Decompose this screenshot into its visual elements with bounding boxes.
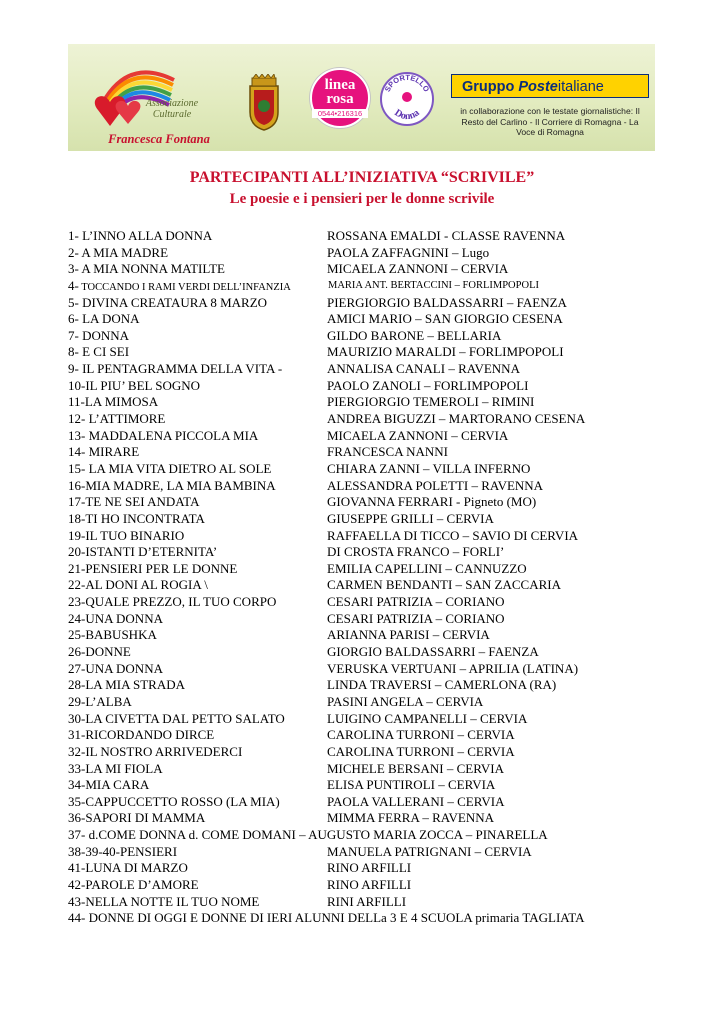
list-item (68, 577, 668, 594)
entry-title: 33-LA MI FIOLA (68, 760, 163, 776)
entry-title: 9- IL PENTAGRAMMA DELLA VITA - (68, 361, 283, 377)
linea-rosa-logo: linea rosa 0544•216316 (310, 68, 370, 128)
entry-author: CAROLINA TURRONI – CERVIA (327, 727, 515, 743)
entry-author: MARIA ANT. BERTACCINI – FORLIMPOPOLI (328, 279, 539, 291)
entry-author: EMILIA CAPELLINI – CANNUZZO (327, 560, 527, 576)
entry-title: 16-MIA MADRE, LA MIA BAMBINA (68, 477, 276, 493)
page-title: PARTECIPANTI ALL’INIZIATIVA “SCRIVILE” (189, 169, 535, 186)
entry-author: CHIARA ZANNI – VILLA INFERNO (327, 460, 531, 476)
entry-author: PASINI ANGELA – CERVIA (327, 693, 484, 709)
entry-title: 22-AL DONI AL ROGIA \ (68, 577, 208, 593)
entry-author: ELISA PUNTIROLI – CERVIA (327, 777, 496, 793)
list-item (68, 528, 668, 545)
list-item (68, 494, 668, 511)
participants-list (68, 228, 668, 927)
list-item (68, 910, 668, 927)
entry-title: 37- d.COME DONNA d. COME DOMANI – AUGUSTO MARIA ZOCCA – PINARELLA (68, 827, 548, 843)
entry-title: 44- DONNE DI OGGI E DONNE DI IERI ALUNNI DELLa 3 E 4 SCUOLA primaria TAGLIATA (68, 910, 585, 926)
list-item (68, 777, 668, 794)
entry-author: MICHELE BERSANI – CERVIA (327, 760, 504, 776)
entry-author: GIOVANNA FERRARI - Pigneto (MO) (327, 494, 537, 510)
entry-author: GIUSEPPE GRILLI – CERVIA (327, 510, 494, 526)
entry-author: ANNALISA CANALI – RAVENNA (327, 361, 520, 377)
list-item (68, 245, 668, 262)
entry-author: LUIGINO CAMPANELLI – CERVIA (327, 710, 528, 726)
entry-author: ALESSANDRA POLETTI – RAVENNA (327, 477, 544, 493)
entry-author: AMICI MARIO – SAN GIORGIO CESENA (327, 311, 563, 327)
list-item (68, 677, 668, 694)
entry-title: 26-DONNE (68, 644, 131, 660)
entry-title: 30-LA CIVETTA DAL PETTO SALATO (68, 710, 285, 726)
entry-title: 13- MADDALENA PICCOLA MIA (68, 427, 259, 443)
entry-title: 34-MIA CARA (68, 777, 150, 793)
entry-author: PIERGIORGIO TEMEROLI – RIMINI (327, 394, 535, 410)
entry-title: 3- A MIA NONNA MATILTE (68, 261, 225, 277)
list-item (68, 611, 668, 628)
collaboration-note: in collaborazione con le testate giornalistiche: Il Resto del Carlino - Il Corriere di Romagna - La Voce di Romagna (460, 106, 640, 137)
entry-title: 15- LA MIA VITA DIETRO AL SOLE (68, 460, 272, 476)
list-item (68, 561, 668, 578)
header-banner (68, 44, 655, 151)
list-item (68, 711, 668, 728)
entry-author: RINO ARFILLI (327, 876, 412, 892)
list-item (68, 261, 668, 278)
entry-title: 21-PENSIERI PER LE DONNE (68, 560, 238, 576)
list-item (68, 428, 668, 445)
list-item (68, 361, 668, 378)
entry-title: 6- LA DONA (68, 311, 140, 327)
entry-title: 38-39-40-PENSIERI (68, 843, 178, 859)
list-item (68, 894, 668, 911)
entry-author: CARMEN BENDANTI – SAN ZACCARIA (327, 577, 562, 593)
entry-title: 43-NELLA NOTTE IL TUO NOME (68, 893, 260, 909)
entry-author: MICAELA ZANNONI – CERVIA (327, 427, 509, 443)
entry-author: PAOLA VALLERANI – CERVIA (327, 793, 505, 809)
entry-title: 10-IL PIU’ BEL SOGNO (68, 377, 201, 393)
entry-author: GIORGIO BALDASSARRI – FAENZA (327, 644, 539, 660)
entry-author: ARIANNA PARISI – CERVIA (327, 627, 490, 643)
list-item (68, 827, 668, 844)
sportello-donna-logo (379, 68, 435, 130)
sportello-bottom-text: Donna (392, 107, 422, 123)
list-item (68, 344, 668, 361)
entry-title: 8- E CI SEI (68, 344, 130, 360)
entry-author: PAOLA ZAFFAGNINI – Lugo (327, 244, 490, 260)
list-item (68, 544, 668, 561)
association-subtitle: Associazione Culturale (145, 98, 199, 120)
list-item (68, 228, 668, 245)
entry-title: 32-IL NOSTRO ARRIVEDERCI (68, 743, 243, 759)
list-item (68, 311, 668, 328)
entry-author: ROSSANA EMALDI - CLASSE RAVENNA (327, 228, 566, 243)
list-item (68, 810, 668, 827)
list-item (68, 877, 668, 894)
entry-title: 35-CAPPUCCETTO ROSSO (LA MIA) (68, 793, 280, 809)
entry-author: ANDREA BIGUZZI – MARTORANO CESENA (327, 411, 586, 427)
entry-title: 41-LUNA DI MARZO (68, 860, 188, 876)
entry-author: MANUELA PATRIGNANI – CERVIA (327, 843, 532, 859)
entry-title: 27-UNA DONNA (68, 660, 163, 676)
association-name: Francesca Fontana (108, 132, 210, 146)
page-subtitle: Le poesie e i pensieri per le donne scrivile (229, 191, 495, 207)
entry-title: 20-ISTANTI D’ETERNITA’ (68, 544, 218, 560)
list-item (68, 328, 668, 345)
entry-title: 25-BABUSHKA (68, 627, 157, 643)
entry-author: MAURIZIO MARALDI – FORLIMPOPOLI (327, 344, 564, 360)
list-item (68, 511, 668, 528)
list-item (68, 594, 668, 611)
entry-title: 28-LA MIA STRADA (68, 677, 186, 693)
list-item (68, 844, 668, 861)
entry-author: GILDO BARONE – BELLARIA (327, 327, 502, 343)
entry-title-text: TOCCANDO I RAMI VERDI DELL’INFANZIA (81, 281, 291, 293)
sportello-top-text: SPORTELLO (382, 72, 432, 94)
entry-title: 18-TI HO INCONTRATA (68, 510, 205, 526)
entry-title: 24-UNA DONNA (68, 610, 163, 626)
list-item (68, 627, 668, 644)
entry-author: PAOLO ZANOLI – FORLIMPOPOLI (327, 377, 529, 393)
poste-italiane-logo: Gruppo Posteitaliane (451, 74, 649, 98)
entry-author: RINO ARFILLI (327, 860, 412, 876)
entry-title: 29-L’ALBA (68, 693, 132, 709)
entry-title: 36-SAPORI DI MAMMA (68, 810, 206, 826)
list-item (68, 278, 668, 295)
association-logo (78, 54, 213, 146)
entry-author: CAROLINA TURRONI – CERVIA (327, 743, 515, 759)
entry-title: 5- DIVINA CREATAURA 8 MARZO (68, 294, 268, 310)
list-item (68, 444, 668, 461)
entry-author: MICAELA ZANNONI – CERVIA (327, 261, 509, 277)
entry-author: CESARI PATRIZIA – CORIANO (327, 610, 505, 626)
list-item (68, 378, 668, 395)
list-item (68, 478, 668, 495)
list-item (68, 794, 668, 811)
entry-title: 12- L’ATTIMORE (68, 411, 166, 427)
entry-author: RINI ARFILLI (327, 893, 407, 909)
entry-title: 14- MIRARE (68, 444, 140, 460)
list-item (68, 694, 668, 711)
entry-author: PIERGIORGIO BALDASSARRI – FAENZA (327, 294, 567, 310)
list-item (68, 744, 668, 761)
entry-title: 23-QUALE PREZZO, IL TUO CORPO (68, 594, 277, 610)
entry-author: DI CROSTA FRANCO – FORLI’ (327, 544, 505, 560)
entry-title: 31-RICORDANDO DIRCE (68, 727, 215, 743)
entry-number: 4- (68, 277, 79, 293)
municipal-crest-icon (244, 74, 284, 132)
list-item (68, 761, 668, 778)
list-item (68, 295, 668, 312)
entry-title: 19-IL TUO BINARIO (68, 527, 185, 543)
entry-author: FRANCESCA NANNI (327, 444, 448, 460)
entry-title: 11-LA MIMOSA (68, 394, 159, 410)
entry-title: 2- A MIA MADRE (68, 244, 169, 260)
entry-author: VERUSKA VERTUANI – APRILIA (LATINA) (327, 660, 579, 676)
list-item (68, 461, 668, 478)
entry-title: 17-TE NE SEI ANDATA (68, 494, 200, 510)
list-item (68, 661, 668, 678)
entry-title: 7- DONNA (68, 327, 130, 343)
entry-author: MIMMA FERRA – RAVENNA (327, 810, 494, 826)
entry-author: LINDA TRAVERSI – CAMERLONA (RA) (327, 677, 557, 693)
entry-title: 1- L’INNO ALLA DONNA (68, 228, 213, 243)
entry-author: CESARI PATRIZIA – CORIANO (327, 594, 505, 610)
entry-title: 42-PAROLE D’AMORE (68, 876, 199, 892)
list-item (68, 411, 668, 428)
list-item (68, 394, 668, 411)
list-item (68, 644, 668, 661)
list-item (68, 727, 668, 744)
entry-author: RAFFAELLA DI TICCO – SAVIO DI CERVIA (327, 527, 579, 543)
list-item (68, 860, 668, 877)
